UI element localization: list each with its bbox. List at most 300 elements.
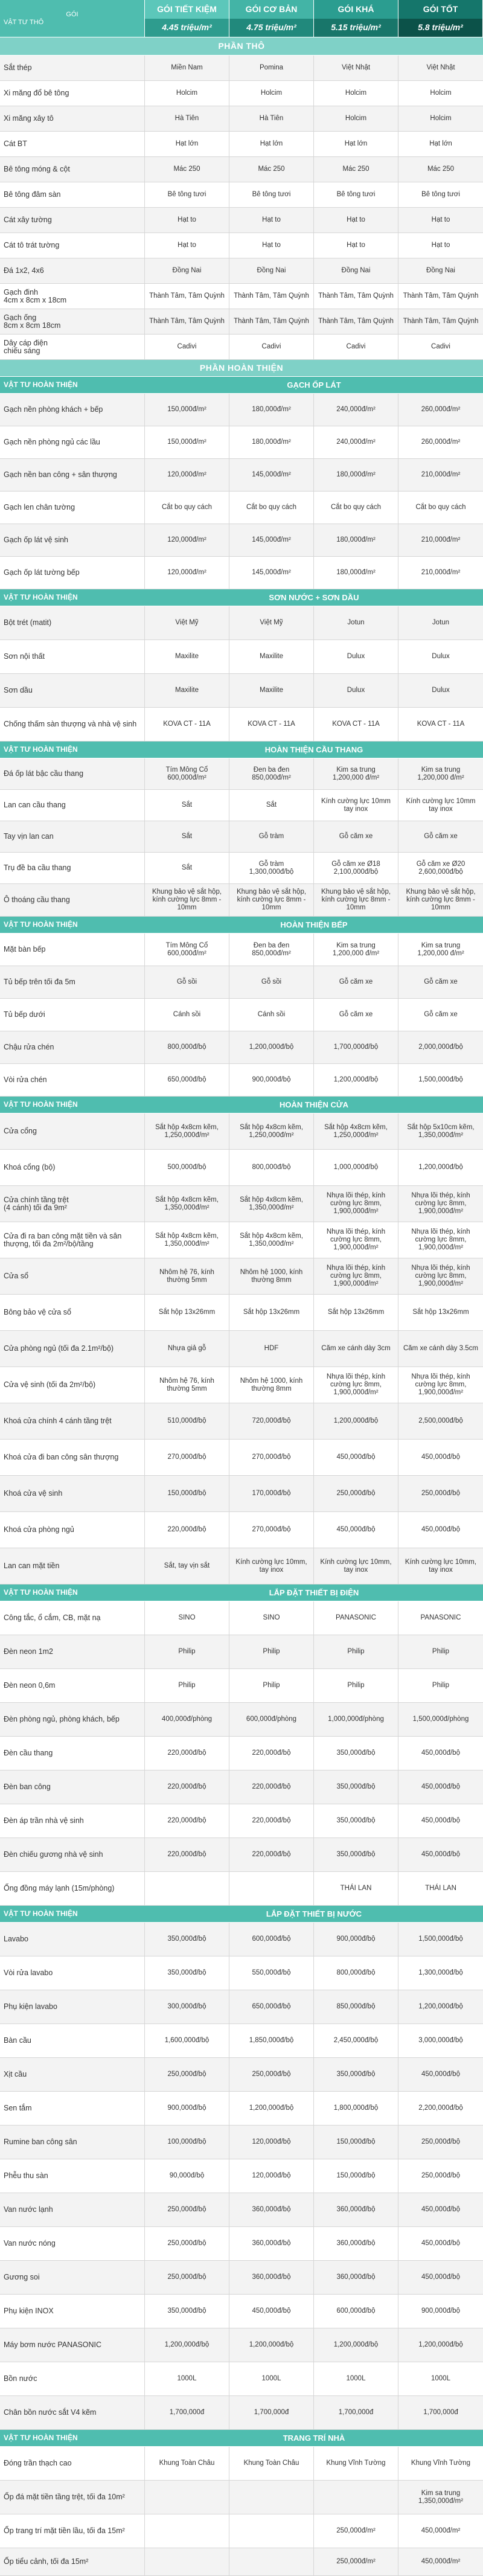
item-name: Khoá cửa đi ban công sân thượng — [0, 1440, 145, 1475]
package-value: 150,000đ/m² — [145, 426, 229, 458]
item-name: Van nước lạnh — [0, 2193, 145, 2226]
package-value: 1,500,000đ/bộ — [418, 1076, 463, 1083]
package-value: Sắt — [229, 790, 314, 821]
package-value: HDF — [229, 1331, 314, 1366]
item-name: Gương soi — [0, 2261, 145, 2294]
table-row — [0, 2126, 483, 2159]
package-value: Việt Nhật — [426, 64, 455, 71]
package-value: Sắt hộp 4x8cm kẽm, 1,350,000đ/m² — [145, 1222, 229, 1258]
table-row — [0, 1403, 483, 1440]
package-value: 1,000,000đ/bộ — [314, 1150, 398, 1185]
subsection-group-label: VẬT TƯ HOÀN THIỆN — [4, 1588, 78, 1597]
package-value: Dulux — [314, 640, 398, 673]
package-value: Mác 250 — [229, 157, 314, 182]
item-name: Đèn ban công — [0, 1770, 145, 1804]
package-value: 360,000đ/bộ — [314, 2261, 398, 2294]
package-value: Thành Tâm, Tâm Quỳnh — [403, 318, 479, 325]
package-value — [314, 2481, 398, 2514]
header-label-bottom: VẬT TƯ THÔ — [4, 18, 44, 26]
subsection-group-label: VẬT TƯ HOÀN THIỆN — [4, 1100, 78, 1109]
item-name: Tủ bếp dưới — [0, 999, 145, 1031]
package-value: Bê tông tươi — [421, 191, 460, 198]
package-value: Hạt lớn — [145, 132, 229, 156]
package-value: Sắt hộp 4x8cm kẽm, 1,350,000đ/m² — [145, 1186, 229, 1222]
package-value: 150,000đ/bộ — [314, 2126, 398, 2159]
package-value: 2,450,000đ/bộ — [314, 2024, 398, 2057]
table-row — [0, 1548, 483, 1584]
item-name: Tủ bếp trên tối đa 5m — [0, 966, 145, 998]
package-value: 1,200,000đ/bộ — [229, 2328, 314, 2362]
package-value: 250,000đ/bộ — [145, 2227, 229, 2260]
package-value: Jotun — [432, 619, 450, 626]
package-value: Kim sa trung 1,200,000 đ/m² — [314, 934, 398, 966]
table-row — [0, 1635, 483, 1669]
package-value — [145, 2514, 229, 2548]
item-name: Van nước nóng — [0, 2227, 145, 2260]
package-value — [229, 2481, 314, 2514]
section-title: PHẦN THÔ — [218, 41, 265, 51]
package-value: 180,000đ/m² — [229, 426, 314, 458]
package-value: 900,000đ/bộ — [229, 1064, 314, 1096]
package-header-tiet-kiem — [145, 0, 229, 37]
package-value: Nhựa giả gỗ — [145, 1331, 229, 1366]
package-value: Thành Tâm, Tâm Quỳnh — [145, 284, 229, 309]
package-value: Bê tông tươi — [314, 182, 398, 207]
table-row — [0, 106, 483, 132]
subsection-title: GẠCH ỐP LÁT — [287, 380, 341, 389]
package-value: 350,000đ/bộ — [145, 1923, 229, 1956]
item-name: Vòi rửa lavabo — [0, 1956, 145, 1990]
package-value: 450,000đ/bộ — [421, 1851, 460, 1858]
table-row — [0, 1476, 483, 1512]
item-name: Dây cáp điện chiếu sáng — [0, 335, 145, 359]
package-value: Cánh sồi — [229, 999, 314, 1031]
table-row — [0, 524, 483, 557]
package-value: Hà Tiên — [145, 106, 229, 131]
package-price: 4.75 triệu/m² — [229, 19, 313, 37]
package-value: 2,000,000đ/bộ — [418, 1043, 463, 1051]
package-value: Holcim — [314, 106, 398, 131]
subsection-title: LẮP ĐẶT THIẾT BỊ NƯỚC — [266, 1909, 362, 1918]
package-value: Gỗ căm xe — [424, 1011, 458, 1018]
table-row — [0, 2227, 483, 2261]
subsection-header — [0, 1584, 483, 1601]
subsection-header — [0, 377, 483, 394]
package-header-kha — [314, 0, 398, 37]
package-value: 250,000đ/bộ — [421, 1490, 460, 1497]
package-value: Dulux — [314, 674, 398, 707]
table-row — [0, 2548, 483, 2576]
package-value: 350,000đ/bộ — [314, 1838, 398, 1871]
package-value: 250,000đ/bộ — [145, 2193, 229, 2226]
package-value: Kim sa trung 1,200,000 đ/m² — [417, 766, 464, 781]
package-value: 250,000đ/bộ — [421, 2138, 460, 2145]
package-value: 1,700,000đ — [314, 2396, 398, 2429]
item-name: Cửa sổ — [0, 1258, 145, 1294]
package-header-co-ban — [229, 0, 314, 37]
table-row — [0, 1064, 483, 1097]
header-label-cell — [0, 0, 145, 37]
package-value: 250,000đ/bộ — [145, 2261, 229, 2294]
package-value: Kính cường lực 10mm tay inox — [406, 797, 476, 813]
package-value: Nhôm hệ 1000, kính thường 8mm — [229, 1367, 314, 1403]
package-value: 850,000đ/bộ — [314, 1990, 398, 2023]
package-value: 400,000đ/phòng — [145, 1703, 229, 1736]
table-row — [0, 1367, 483, 1403]
package-value: Holcim — [430, 115, 452, 122]
package-value: 1,000,000đ/phòng — [314, 1703, 398, 1736]
package-value: 1,700,000đ/bộ — [314, 1031, 398, 1063]
package-value: Khung Toàn Châu — [145, 2447, 229, 2480]
package-value: Khung bảo vệ sắt hộp, kính cường lực 8mm - 10mm — [314, 884, 398, 916]
table-row — [0, 1703, 483, 1737]
table-row — [0, 2447, 483, 2481]
package-value: 90,000đ/bộ — [145, 2159, 229, 2193]
subsection-group-label: VẬT TƯ HOÀN THIỆN — [4, 593, 78, 601]
package-value: 250,000đ/bộ — [229, 2058, 314, 2091]
table-row — [0, 56, 483, 81]
subsection-header — [0, 2430, 483, 2447]
package-value: Nhựa lõi thép, kính cường lực 8mm, 1,900,000đ/m² — [411, 1264, 470, 1287]
package-value: Sắt — [145, 790, 229, 821]
item-name: Cửa cổng — [0, 1113, 145, 1149]
package-value: 800,000đ/bộ — [145, 1031, 229, 1063]
package-value: 1,800,000đ/bộ — [314, 2092, 398, 2125]
package-name: GÓI CƠ BẢN — [229, 0, 313, 19]
package-value: 450,000đ/bộ — [314, 1440, 398, 1475]
package-header-tot — [398, 0, 483, 37]
package-value: 100,000đ/bộ — [145, 2126, 229, 2159]
table-row — [0, 1601, 483, 1635]
package-value: 145,000đ/m² — [229, 557, 314, 589]
table-row — [0, 1440, 483, 1476]
package-value: 1,700,000đ — [229, 2396, 314, 2429]
subsection-header — [0, 1097, 483, 1113]
package-value: Gỗ căm xe — [424, 978, 458, 985]
package-value: 350,000đ/bộ — [145, 2295, 229, 2328]
package-value: Hạt to — [314, 208, 398, 232]
package-value: Nhựa lõi thép, kính cường lực 8mm, 1,900,000đ/m² — [314, 1186, 398, 1222]
package-value: Kính cường lực 10mm, tay inox — [229, 1548, 314, 1584]
package-price: 5.8 triệu/m² — [398, 19, 482, 37]
package-value: Việt Nhật — [314, 56, 398, 80]
package-name: GÓI TỐT — [398, 0, 482, 19]
package-value: 150,000đ/bộ — [145, 1476, 229, 1511]
item-name: Sắt thép — [0, 56, 145, 80]
package-value: Sắt hộp 4x8cm kẽm, 1,350,000đ/m² — [229, 1222, 314, 1258]
package-value: Nhựa lõi thép, kính cường lực 8mm, 1,900,000đ/m² — [314, 1367, 398, 1403]
package-value: Sắt hộp 4x8cm kẽm, 1,350,000đ/m² — [229, 1186, 314, 1222]
table-row — [0, 258, 483, 284]
table-row — [0, 708, 483, 742]
table-row — [0, 758, 483, 790]
package-value: Dulux — [432, 687, 450, 694]
table-row — [0, 934, 483, 966]
package-value: 1,200,000đ/bộ — [314, 2328, 398, 2362]
table-body — [0, 37, 483, 2576]
package-value: 250,000đ/bộ — [145, 2058, 229, 2091]
item-name: Bông bảo vệ cửa sổ — [0, 1295, 145, 1330]
package-value: 360,000đ/bộ — [314, 2227, 398, 2260]
package-value: Khung bảo vệ sắt hộp, kính cường lực 8mm - 10mm — [229, 884, 314, 916]
item-name: Cửa vệ sinh (tối đa 2m²/bộ) — [0, 1367, 145, 1403]
package-value: 800,000đ/bộ — [314, 1956, 398, 1990]
package-value: 350,000đ/bộ — [314, 1737, 398, 1770]
package-value: 170,000đ/bộ — [229, 1476, 314, 1511]
package-value: 1,300,000đ/bộ — [418, 1969, 463, 1976]
package-value: 180,000đ/m² — [314, 459, 398, 491]
package-value: Nhôm hệ 76, kính thường 5mm — [145, 1258, 229, 1294]
item-name: Xịt cầu — [0, 2058, 145, 2091]
item-name: Đèn neon 1m2 — [0, 1635, 145, 1668]
package-value: Sắt, tay vịn sắt — [145, 1548, 229, 1584]
package-value: 450,000đ/bộ — [421, 2206, 460, 2213]
package-value — [229, 2548, 314, 2575]
package-value: 260,000đ/m² — [421, 406, 461, 413]
table-row — [0, 2159, 483, 2193]
subsection-title: HOÀN THIỆN BẾP — [280, 920, 348, 929]
item-name: Cát tô trát tường — [0, 233, 145, 258]
section-title: PHẦN HOÀN THIỆN — [199, 363, 284, 373]
item-name: Đèn cầu thang — [0, 1737, 145, 1770]
package-value: 360,000đ/bộ — [229, 2227, 314, 2260]
package-value: Cắt bo quy cách — [145, 492, 229, 524]
item-name: Ốp tiểu cảnh, tối đa 15m² — [0, 2548, 145, 2575]
table-row — [0, 2481, 483, 2514]
package-value: 1000L — [431, 2375, 450, 2382]
subsection-title: HOÀN THIỆN CỬA — [279, 1100, 349, 1109]
item-name: Đá ốp lát bậc cầu thang — [0, 758, 145, 789]
package-value: 220,000đ/bộ — [145, 1512, 229, 1548]
package-value: 510,000đ/bộ — [145, 1403, 229, 1439]
package-value: 450,000đ/bộ — [421, 1526, 460, 1533]
package-value: 145,000đ/m² — [229, 524, 314, 556]
package-value: 145,000đ/m² — [229, 459, 314, 491]
package-value: 450,000đ/m² — [421, 2527, 461, 2534]
package-value: Nhựa lõi thép, kính cường lực 8mm, 1,900,000đ/m² — [314, 1258, 398, 1294]
package-value: 1,700,000đ — [423, 2409, 458, 2416]
item-name: Đèn phòng ngủ, phòng khách, bếp — [0, 1703, 145, 1736]
package-value: 450,000đ/bộ — [421, 2273, 460, 2281]
item-name: Xi măng xây tô — [0, 106, 145, 131]
package-value: 220,000đ/bộ — [145, 1737, 229, 1770]
package-value: Đồng Nai — [426, 267, 455, 274]
package-value: 600,000đ/bộ — [229, 1923, 314, 1956]
package-value: KOVA CT - 11A — [417, 720, 465, 728]
subsection-header — [0, 1906, 483, 1923]
package-value: 270,000đ/bộ — [229, 1440, 314, 1475]
package-value: Khung Toàn Châu — [229, 2447, 314, 2480]
item-name: Rumine ban công sân — [0, 2126, 145, 2159]
package-value: Holcim — [314, 81, 398, 106]
package-value: 120,000đ/m² — [145, 459, 229, 491]
package-value: 220,000đ/bộ — [145, 1838, 229, 1871]
package-value: Cadivi — [229, 335, 314, 359]
table-row — [0, 674, 483, 708]
package-value: Sắt — [145, 853, 229, 883]
table-row — [0, 1295, 483, 1331]
item-name: Ô thoáng cầu thang — [0, 884, 145, 916]
package-value: 1,200,000đ/bộ — [418, 2003, 463, 2010]
item-name: Cửa phòng ngủ (tối đa 2.1m²/bộ) — [0, 1331, 145, 1366]
package-value: Kính cường lực 10mm tay inox — [314, 790, 398, 821]
item-name: Bàn cầu — [0, 2024, 145, 2057]
package-value: 180,000đ/m² — [314, 524, 398, 556]
package-value: Sắt hộp 4x8cm kẽm, 1,250,000đ/m² — [145, 1113, 229, 1149]
package-value: SINO — [145, 1601, 229, 1635]
item-name: Phụ kiện INOX — [0, 2295, 145, 2328]
package-value: 1,850,000đ/bộ — [229, 2024, 314, 2057]
item-name: Đá 1x2, 4x6 — [0, 258, 145, 283]
package-value: Đồng Nai — [229, 258, 314, 283]
package-value: Thành Tâm, Tâm Quỳnh — [229, 284, 314, 309]
package-value: Kính cường lực 10mm, tay inox — [314, 1548, 398, 1584]
package-value — [229, 2514, 314, 2548]
package-value: 120,000đ/m² — [145, 524, 229, 556]
item-name: Gạch đinh 4cm x 8cm x 18cm — [0, 284, 145, 309]
table-row — [0, 966, 483, 999]
header-label-top: GÓI — [66, 10, 78, 18]
table-row — [0, 335, 483, 360]
package-value: 720,000đ/bộ — [229, 1403, 314, 1439]
table-row — [0, 1258, 483, 1295]
package-value: Mác 250 — [314, 157, 398, 182]
package-value: Kim sa trung 1,350,000đ/m² — [418, 2489, 464, 2505]
item-name: Khoá cửa phòng ngủ — [0, 1512, 145, 1548]
package-value: Holcim — [145, 81, 229, 106]
item-name: Lan can cầu thang — [0, 790, 145, 821]
package-value: Hà Tiên — [229, 106, 314, 131]
package-value: 360,000đ/bộ — [229, 2193, 314, 2226]
package-value: Philip — [229, 1669, 314, 1702]
package-value: Holcim — [430, 89, 452, 97]
item-name: Công tắc, ổ cắm, CB, mặt nạ — [0, 1601, 145, 1635]
table-row — [0, 1222, 483, 1258]
subsection-group-label: VẬT TƯ HOÀN THIỆN — [4, 1909, 78, 1918]
package-value: Sắt hộp 5x10cm kẽm, 1,350,000đ/m² — [407, 1123, 475, 1139]
item-name: Đèn áp trần nhà vệ sinh — [0, 1804, 145, 1837]
package-value: Mác 250 — [145, 157, 229, 182]
package-value: Hạt lớn — [429, 140, 452, 147]
package-value: Kim sa trung 1,200,000 đ/m² — [417, 941, 464, 957]
table-row — [0, 182, 483, 208]
package-value: Thành Tâm, Tâm Quỳnh — [229, 309, 314, 334]
package-value: 450,000đ/bộ — [314, 1512, 398, 1548]
package-value: Pomina — [229, 56, 314, 80]
item-name: Chậu rửa chén — [0, 1031, 145, 1063]
package-value: 180,000đ/m² — [314, 557, 398, 589]
table-row — [0, 884, 483, 917]
package-value: Hạt lớn — [314, 132, 398, 156]
package-value: Gỗ căm xe — [314, 821, 398, 852]
package-value: Thành Tâm, Tâm Quỳnh — [314, 284, 398, 309]
package-value: 2,500,000đ/bộ — [418, 1417, 463, 1424]
package-value: 650,000đ/bộ — [229, 1990, 314, 2023]
package-value: 1,200,000đ/bộ — [314, 1403, 398, 1439]
package-value: Kính cường lực 10mm, tay inox — [405, 1558, 477, 1574]
package-value: Cắt bo quy cách — [415, 504, 466, 511]
package-value: THÁI LAN — [314, 1872, 398, 1905]
package-value: KOVA CT - 11A — [145, 708, 229, 741]
item-name: Gạch ống 8cm x 8cm 18cm — [0, 309, 145, 334]
package-value: Philip — [314, 1669, 398, 1702]
package-value: Jotun — [314, 606, 398, 639]
item-name: Ốp trang trí mặt tiền lầu, tối đa 15m² — [0, 2514, 145, 2548]
package-value: 1,200,000đ/bộ — [314, 1064, 398, 1096]
item-name: Sơn nội thất — [0, 640, 145, 673]
subsection-header — [0, 589, 483, 606]
table-header — [0, 0, 483, 37]
item-name: Cửa đi ra ban công mặt tiền và sân thượng, tối đa 2m²/bộ/tầng — [0, 1222, 145, 1258]
table-row — [0, 1031, 483, 1064]
package-value: 250,000đ/m² — [314, 2514, 398, 2548]
package-value: 1,600,000đ/bộ — [145, 2024, 229, 2057]
package-value: KOVA CT - 11A — [314, 708, 398, 741]
item-name: Cửa chính tầng trệt (4 cánh) tối đa 9m² — [0, 1186, 145, 1222]
package-value: 1,200,000đ/bộ — [229, 1031, 314, 1063]
package-value: 450,000đ/m² — [421, 2558, 461, 2565]
package-value: 240,000đ/m² — [314, 426, 398, 458]
package-value: 600,000đ/bộ — [314, 2295, 398, 2328]
package-value: 450,000đ/bộ — [421, 2071, 460, 2078]
package-value: Hạt to — [431, 242, 450, 249]
item-name: Ốp đá mặt tiền tầng trệt, tối đa 10m² — [0, 2481, 145, 2514]
package-value: 350,000đ/bộ — [314, 1804, 398, 1837]
package-value: 120,000đ/bộ — [229, 2159, 314, 2193]
table-row — [0, 1113, 483, 1150]
table-row — [0, 2328, 483, 2362]
subsection-group-label: VẬT TƯ HOÀN THIỆN — [4, 2433, 78, 2442]
package-value: Holcim — [229, 81, 314, 106]
package-value: Hạt to — [229, 208, 314, 232]
package-value: 350,000đ/bộ — [145, 1956, 229, 1990]
subsection-group-label: VẬT TƯ HOÀN THIỆN — [4, 380, 78, 389]
package-value: Sắt hộp 13x26mm — [412, 1309, 469, 1316]
package-value: 240,000đ/m² — [314, 394, 398, 426]
item-name: Bê tông móng & cột — [0, 157, 145, 182]
package-value: 450,000đ/bộ — [421, 1817, 460, 1824]
package-value: Nhôm hệ 1000, kính thường 8mm — [229, 1258, 314, 1294]
package-value: Maxilite — [145, 640, 229, 673]
package-value: Gỗ tràm — [229, 821, 314, 852]
package-value: 180,000đ/m² — [229, 394, 314, 426]
package-value: 1000L — [314, 2362, 398, 2395]
package-value: Tím Mông Cổ 600,000đ/m² — [145, 934, 229, 966]
package-value: 360,000đ/bộ — [314, 2193, 398, 2226]
item-name: Sen tắm — [0, 2092, 145, 2125]
package-value: Khung Vĩnh Tường — [314, 2447, 398, 2480]
package-value: Gỗ sồi — [145, 966, 229, 998]
item-name: Máy bơm nước PANASONIC — [0, 2328, 145, 2362]
package-value: Cadivi — [145, 335, 229, 359]
package-value: Đồng Nai — [145, 258, 229, 283]
package-value: Cadivi — [314, 335, 398, 359]
package-value: 220,000đ/bộ — [145, 1770, 229, 1804]
package-value: 600,000đ/phòng — [229, 1703, 314, 1736]
table-row — [0, 157, 483, 182]
package-value: 450,000đ/bộ — [421, 1453, 460, 1461]
package-value: Hạt to — [229, 233, 314, 258]
item-name: Chân bồn nước sắt V4 kẽm — [0, 2396, 145, 2429]
package-value: Sắt hộp 13x26mm — [229, 1295, 314, 1330]
table-row — [0, 1186, 483, 1222]
table-row — [0, 1838, 483, 1872]
item-name: Cát BT — [0, 132, 145, 156]
table-row — [0, 426, 483, 459]
table-row — [0, 1737, 483, 1770]
item-name: Bột trét (matit) — [0, 606, 145, 639]
package-value: KOVA CT - 11A — [229, 708, 314, 741]
